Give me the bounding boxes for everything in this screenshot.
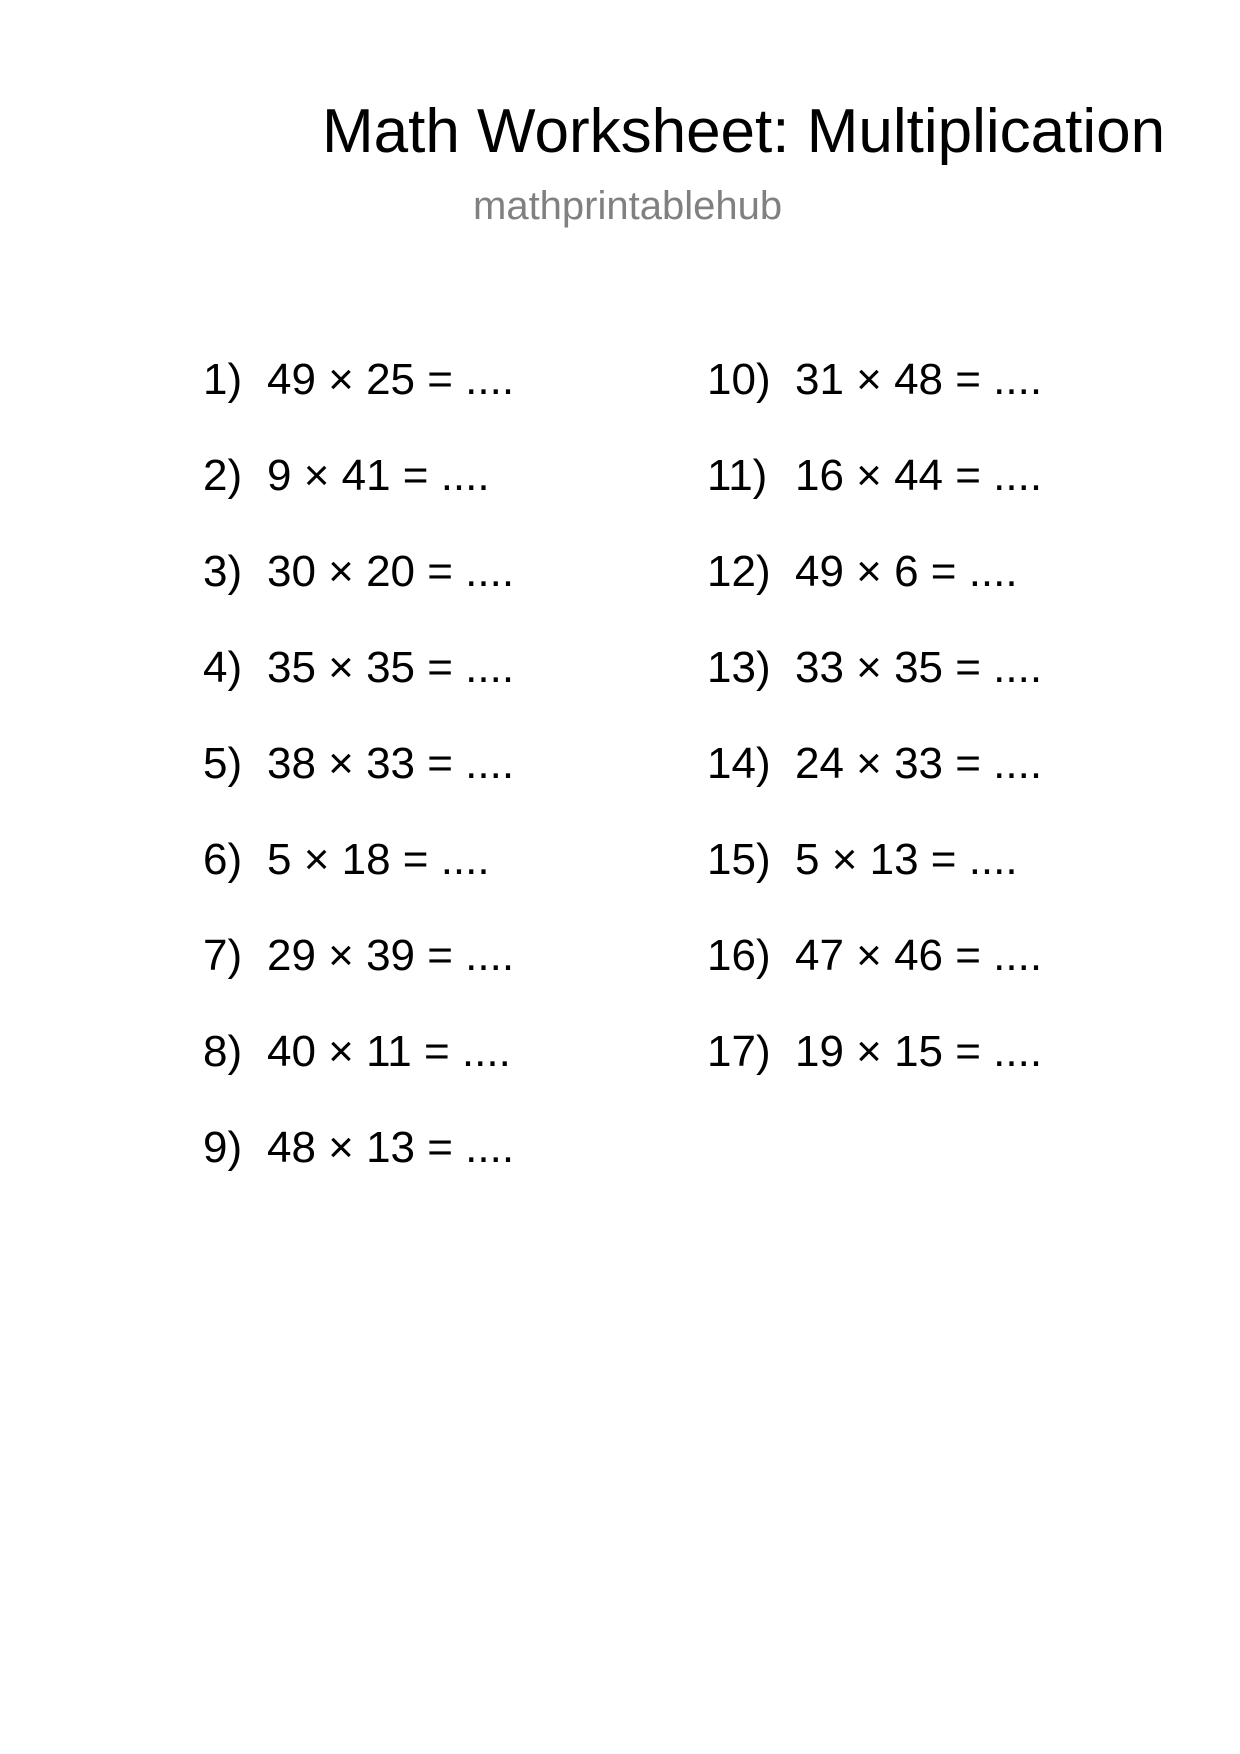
problems-left-column (203, 352, 514, 1216)
worksheet-subtitle: mathprintablehub (473, 184, 783, 228)
problem-item (707, 832, 1042, 928)
problem-expression: 35 × 35 = .... (267, 643, 515, 692)
worksheet-title: Math Worksheet: Multiplication (322, 97, 1166, 166)
problem-expression: 16 × 44 = .... (795, 451, 1043, 500)
problem-item (203, 832, 514, 928)
problem-expression: 5 × 18 = .... (267, 835, 490, 884)
problem-item (203, 1024, 514, 1120)
problem-number: 15) (707, 835, 771, 884)
problem-item (707, 640, 1042, 736)
problem-item (707, 448, 1042, 544)
problem-expression: 40 × 11 = .... (267, 1027, 511, 1076)
problem-number: 5) (203, 739, 243, 788)
problem-expression: 38 × 33 = .... (267, 739, 515, 788)
problems-right-column (707, 352, 1042, 1120)
problem-item (203, 736, 514, 832)
problem-expression: 33 × 35 = .... (795, 643, 1043, 692)
problem-expression: 24 × 33 = .... (795, 739, 1043, 788)
problem-number: 1) (203, 355, 243, 404)
problem-expression: 48 × 13 = .... (267, 1123, 515, 1172)
problem-number: 16) (707, 931, 771, 980)
problem-number: 9) (203, 1123, 243, 1172)
problem-number: 11) (707, 451, 768, 500)
problem-item (203, 640, 514, 736)
problem-item (707, 544, 1042, 640)
problem-item (203, 544, 514, 640)
problem-expression: 47 × 46 = .... (795, 931, 1043, 980)
problem-expression: 5 × 13 = .... (795, 835, 1018, 884)
problem-expression: 19 × 15 = .... (795, 1027, 1043, 1076)
problem-item (707, 736, 1042, 832)
problem-number: 10) (707, 355, 771, 404)
problem-item (203, 928, 514, 1024)
problem-expression: 29 × 39 = .... (267, 931, 515, 980)
problem-expression: 49 × 25 = .... (267, 355, 515, 404)
problem-number: 13) (707, 643, 771, 692)
problem-number: 14) (707, 739, 771, 788)
problem-number: 3) (203, 547, 243, 596)
problem-item (707, 352, 1042, 448)
problem-expression: 30 × 20 = .... (267, 547, 515, 596)
problem-number: 7) (203, 931, 243, 980)
problem-expression: 49 × 6 = .... (795, 547, 1018, 596)
problem-number: 4) (203, 643, 243, 692)
problem-expression: 31 × 48 = .... (795, 355, 1043, 404)
problem-expression: 9 × 41 = .... (267, 451, 490, 500)
problem-item (203, 1120, 514, 1216)
problem-number: 12) (707, 547, 771, 596)
problem-number: 6) (203, 835, 243, 884)
problem-number: 8) (203, 1027, 243, 1076)
problem-item (203, 352, 514, 448)
problem-item (707, 1024, 1042, 1120)
problem-number: 2) (203, 451, 243, 500)
problem-item (707, 928, 1042, 1024)
problem-item (203, 448, 514, 544)
problem-number: 17) (707, 1027, 771, 1076)
